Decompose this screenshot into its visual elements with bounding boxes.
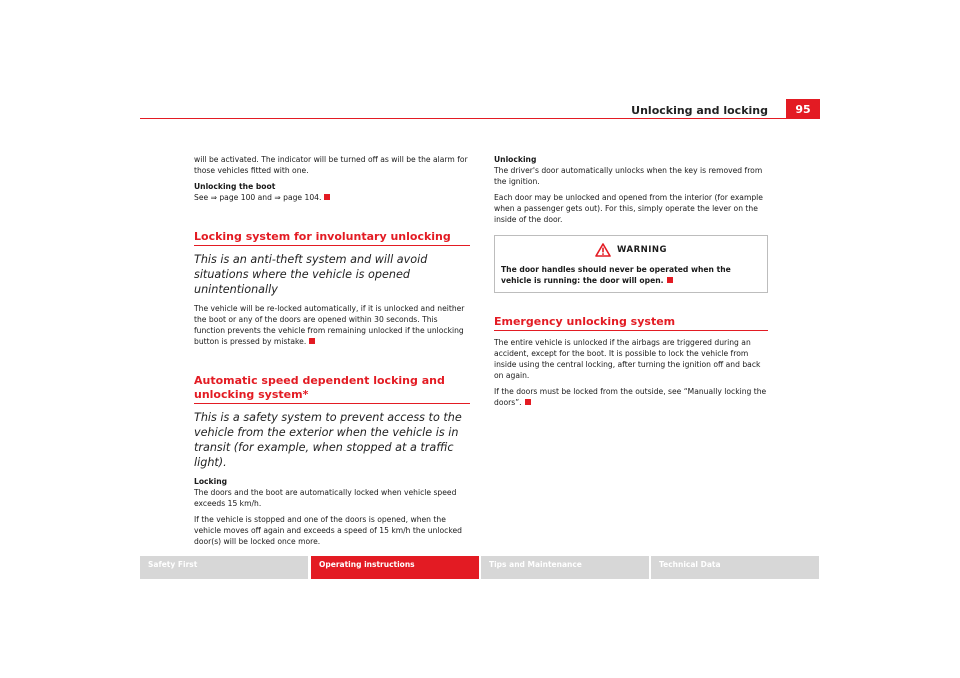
warning-text-content: The door handles should never be operated when the vehicle is running: the door will open. bbox=[501, 265, 731, 285]
footer-tab-operating-instructions[interactable]: Operating instructions bbox=[311, 556, 479, 579]
unlocking-subheading: Unlocking bbox=[494, 155, 537, 164]
boot-paragraph bbox=[194, 192, 470, 203]
section-end-marker bbox=[667, 277, 673, 283]
boot-text: See ⇒ page 100 and ⇒ page 104. bbox=[194, 193, 322, 202]
interior-unlock-paragraph: Each door may be unlocked and opened from the interior (for example when a passenger gets out). For this, simply operate the lever on the inside of the door. bbox=[494, 193, 763, 224]
unlocking-paragraph: The driver's door automatically unlocks when the key is removed from the ignition. bbox=[494, 166, 763, 186]
right-column bbox=[494, 154, 768, 413]
section-end-marker bbox=[309, 338, 315, 344]
running-header-title: Unlocking and locking bbox=[631, 104, 768, 117]
manual-locking-paragraph bbox=[494, 386, 768, 408]
warning-triangle-icon bbox=[595, 243, 611, 257]
section-end-marker bbox=[324, 194, 330, 200]
manual-locking-text: If the doors must be locked from the outside, see “Manually locking the doors”. bbox=[494, 387, 767, 407]
footer-tab-technical-data[interactable]: Technical Data bbox=[651, 556, 819, 579]
section-heading-speed-locking: Automatic speed dependent locking and unlocking system* bbox=[194, 374, 470, 404]
warning-header bbox=[495, 239, 767, 261]
warning-title: WARNING bbox=[617, 244, 667, 255]
warning-box bbox=[494, 235, 768, 293]
section-heading-emergency-unlocking: Emergency unlocking system bbox=[494, 315, 768, 331]
section-end-marker bbox=[525, 399, 531, 405]
footer-tab-tips-maintenance[interactable]: Tips and Maintenance bbox=[481, 556, 649, 579]
continued-paragraph: will be activated. The indicator will be turned off as will be the alarm for those vehicles fitted with one. bbox=[194, 155, 468, 175]
emergency-unlocking-paragraph: The entire vehicle is unlocked if the airbags are triggered during an accident, except for the boot. It is possible to lock the vehicle from inside using the central locking, after turning the ignition off and back on again. bbox=[494, 338, 761, 380]
page-number: 95 bbox=[786, 99, 820, 119]
involuntary-unlocking-paragraph bbox=[194, 303, 470, 347]
footer-tab-safety-first[interactable]: Safety First bbox=[140, 556, 308, 579]
locking-subheading: Locking bbox=[194, 477, 228, 486]
header-rule bbox=[140, 118, 820, 119]
warning-text bbox=[495, 261, 767, 292]
relock-paragraph: If the vehicle is stopped and one of the doors is opened, when the vehicle moves off again and exceeds a speed of 15 km/h the unlocked door(s) will be locked once more. bbox=[194, 515, 462, 546]
left-column bbox=[194, 154, 470, 552]
section-subheading-speed-locking: This is a safety system to prevent access to the vehicle from the exterior when the vehicle is in transit (for example, when stopped at a traffic light). bbox=[194, 411, 462, 469]
locking-paragraph: The doors and the boot are automatically locked when vehicle speed exceeds 15 km/h. bbox=[194, 488, 457, 508]
involuntary-unlocking-text: The vehicle will be re-locked automatically, if it is unlocked and neither the boot or any of the doors are opened within 30 seconds. This function prevents the vehicle from remaining unlocked if the unlocking button is pressed by mistake. bbox=[194, 304, 465, 346]
section-heading-involuntary-unlocking: Locking system for involuntary unlocking bbox=[194, 230, 470, 246]
boot-subheading: Unlocking the boot bbox=[194, 182, 276, 191]
section-subheading-involuntary-unlocking: This is an anti-theft system and will avoid situations where the vehicle is opened unintentionally bbox=[194, 253, 428, 296]
